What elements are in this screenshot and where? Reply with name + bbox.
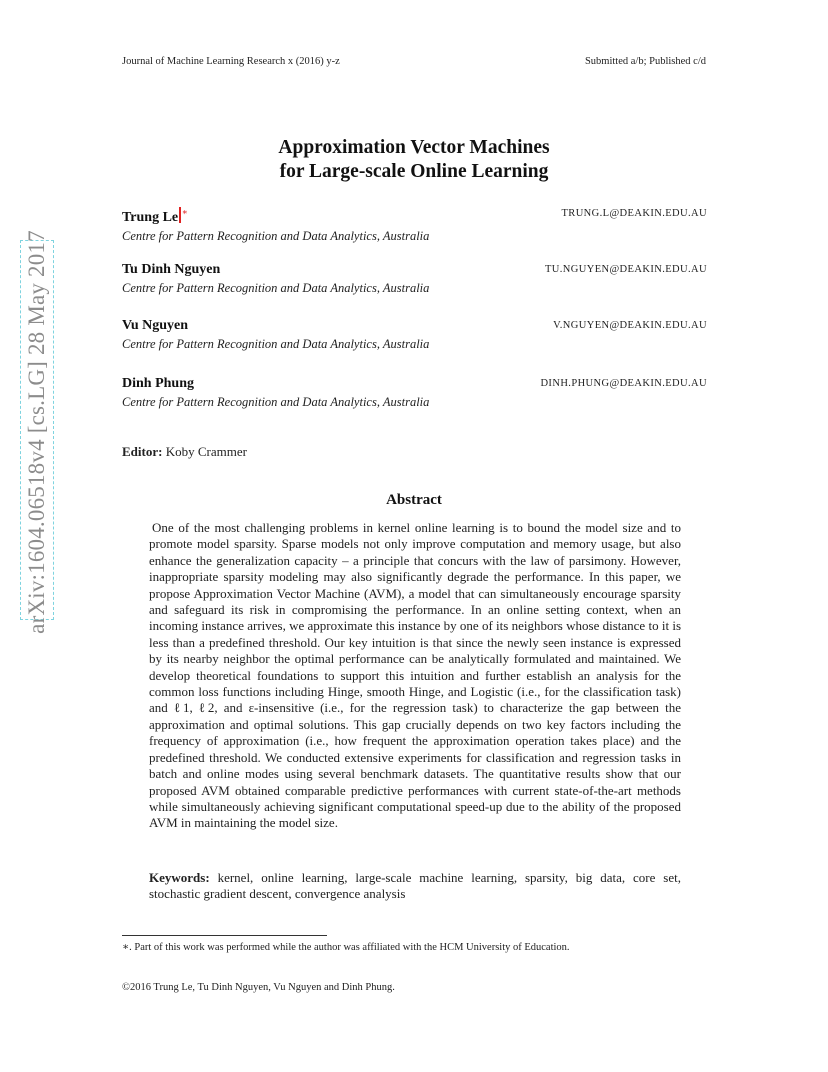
title-line-1: Approximation Vector Machines [278,137,550,158]
author-block [122,376,707,410]
abstract-text: One of the most challenging problems in kernel online learning is to bound the model size and to promote model sparsity. Sparse models not only improve computation and memory usage, but also enhance the generalization capacity – a principle that concurs with the law of parsimony. However, inappropriate sparsity modeling may also significantly degrade the performance. In this paper, we propose Approximation Vector Machine (AVM), a model that can simultaneously encourage sparsity and safeguard its risk in compromising the performance. In an online setting context, when an incoming instance arrives, we approximate this instance by one of its neighbors whose distance to it is less than a predefined threshold. Our key intuition is that since the newly seen instance is expressed by its nearby neighbor the optimal performance can be analytically formulated and maintained. We develop theoretical foundations to support this intuition and further establish an analysis for the common loss functions including Hinge, smooth Hinge, and Logistic (i.e., for the classification task) and ℓ1, ℓ2, and ε-insensitive (i.e., for the regression task) to characterize the gap between the approximation and optimal solutions. This gap crucially depends on two key factors including the frequency of approximation (i.e., how frequent the approximation operation takes place) and the predefined threshold. We conducted extensive experiments for classification and regression tasks in batch and online modes using several benchmark datasets. The quantitative results show that our proposed AVM obtained comparable predictive performances with current state-of-the-art methods while simultaneously achieving significant computational speed-up due to the ability of the proposed AVM in maintaining the model size. [149,520,681,831]
author-email: V.NGUYEN@DEAKIN.EDU.AU [553,320,707,331]
author-email: TRUNG.L@DEAKIN.EDU.AU [561,208,707,219]
author-name: Dinh Phung [122,376,194,391]
footnote-link[interactable]: ∗ [181,207,188,218]
author-name: Tu Dinh Nguyen [122,262,221,277]
footnote: ∗. Part of this work was performed while the author was affiliated with the HCM University of Education. [122,942,570,953]
keywords-label: Keywords: [149,870,210,885]
author-block [122,262,707,296]
submission-header: Submitted a/b; Published c/d [584,56,706,67]
author-affiliation: Centre for Pattern Recognition and Data Analytics, Australia [122,337,430,351]
journal-header: Journal of Machine Learning Research x (2016) y-z [122,56,340,67]
footnote-divider [122,935,327,936]
author-block [122,318,707,352]
author-affiliation: Centre for Pattern Recognition and Data Analytics, Australia [122,395,430,409]
author-affiliation: Centre for Pattern Recognition and Data Analytics, Australia [122,229,430,243]
text-cursor [179,207,181,223]
editor-name: Koby Crammer [162,444,247,459]
paper-title [0,136,828,184]
author-block [122,206,707,244]
keywords [149,870,681,903]
author-name: Vu Nguyen [122,318,189,333]
author-affiliation: Centre for Pattern Recognition and Data Analytics, Australia [122,281,430,295]
arxiv-stamp-link[interactable]: arXiv:1604.06518v4 [cs.LG] 28 May 2017 [24,230,49,634]
title-line-2: for Large-scale Online Learning [279,161,549,182]
author-email: DINH.PHUNG@DEAKIN.EDU.AU [540,378,707,389]
keywords-text: kernel, online learning, large-scale machine learning, sparsity, big data, core set, stochastic gradient descent, convergence analysis [149,870,681,902]
author-name: Trung Le [122,210,179,225]
copyright: ©2016 Trung Le, Tu Dinh Nguyen, Vu Nguyen and Dinh Phung. [122,982,395,993]
author-email: TU.NGUYEN@DEAKIN.EDU.AU [544,264,707,275]
editor-label: Editor: [122,444,163,459]
editor-line [122,444,247,460]
abstract-heading: Abstract [386,492,442,508]
